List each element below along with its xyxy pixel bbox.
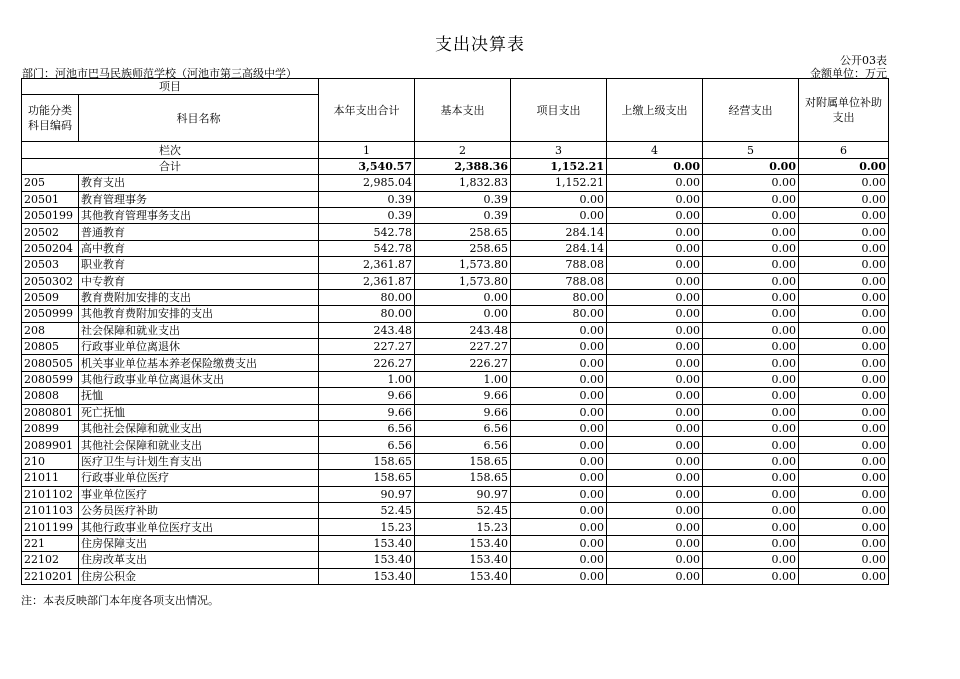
table-row [22,519,889,535]
table-row [22,306,889,322]
header-func-code: 功能分类科目编码 [22,95,79,142]
amount-cell: 1.00 [319,371,415,387]
amount-cell: 0.00 [607,322,703,338]
amount-cell: 0.00 [799,175,889,191]
amount-cell: 90.97 [319,486,415,502]
amount-cell: 542.78 [319,240,415,256]
amount-cell: 0.00 [703,339,799,355]
amount-cell: 6.56 [319,437,415,453]
func-code: 2050302 [22,273,79,289]
func-code: 2080505 [22,355,79,371]
subject-name: 其他行政事业单位医疗支出 [79,519,319,535]
amount-cell: 0.00 [799,502,889,518]
func-code: 20805 [22,339,79,355]
amount-cell: 0.00 [799,552,889,568]
amount-cell: 9.66 [319,404,415,420]
amount-cell: 0.00 [799,240,889,256]
amount-cell: 0.00 [511,437,607,453]
header-item: 项目 [22,79,319,95]
amount-cell: 0.00 [703,486,799,502]
amount-cell: 2,361.87 [319,257,415,273]
amount-cell: 9.66 [415,404,511,420]
header-row-item [22,79,889,95]
expenditure-table [21,78,889,585]
subject-name: 住房保障支出 [79,535,319,551]
func-code: 20509 [22,289,79,305]
seq-label: 栏次 [22,142,319,158]
header-col-operating: 经营支出 [703,79,799,142]
amount-cell: 243.48 [319,322,415,338]
subject-name: 普通教育 [79,224,319,240]
total-value: 0.00 [607,158,703,174]
amount-cell: 0.00 [703,240,799,256]
table-row [22,224,889,240]
amount-cell: 0.00 [607,453,703,469]
department-label: 部门：河池市巴马民族师范学校（河池市第三高级中学） [22,67,297,80]
amount-cell: 0.00 [607,355,703,371]
header-subject-name: 科目名称 [79,95,319,142]
amount-cell: 15.23 [319,519,415,535]
amount-cell: 0.00 [799,568,889,584]
subject-name: 事业单位医疗 [79,486,319,502]
amount-cell: 0.00 [799,355,889,371]
func-code: 20808 [22,388,79,404]
amount-cell: 0.00 [799,470,889,486]
amount-cell: 0.00 [607,568,703,584]
subject-name: 中专教育 [79,273,319,289]
amount-cell: 0.00 [607,371,703,387]
total-value: 1,152.21 [511,158,607,174]
amount-cell: 1,832.83 [415,175,511,191]
func-code: 205 [22,175,79,191]
amount-cell: 80.00 [511,306,607,322]
amount-cell: 2,361.87 [319,273,415,289]
amount-cell: 0.00 [607,486,703,502]
total-value: 0.00 [703,158,799,174]
subject-name: 教育费附加安排的支出 [79,289,319,305]
amount-cell: 0.00 [607,191,703,207]
amount-cell: 0.00 [607,470,703,486]
amount-cell: 0.00 [511,421,607,437]
amount-cell: 0.00 [607,306,703,322]
report-title: 支出决算表 [435,35,525,55]
amount-cell: 227.27 [415,339,511,355]
total-value: 2,388.36 [415,158,511,174]
header-col-remit: 上缴上级支出 [607,79,703,142]
table-row [22,289,889,305]
seq-col: 5 [703,142,799,158]
amount-cell: 153.40 [415,535,511,551]
amount-cell: 226.27 [415,355,511,371]
func-code: 2050204 [22,240,79,256]
amount-cell: 0.00 [607,421,703,437]
amount-cell: 0.00 [703,289,799,305]
amount-cell: 9.66 [319,388,415,404]
amount-cell: 0.39 [319,191,415,207]
amount-cell: 158.65 [415,470,511,486]
amount-cell: 0.00 [511,568,607,584]
amount-cell: 0.00 [607,437,703,453]
table-row [22,453,889,469]
amount-cell: 258.65 [415,224,511,240]
amount-cell: 0.00 [799,191,889,207]
amount-cell: 0.00 [799,306,889,322]
amount-cell: 0.00 [703,322,799,338]
amount-cell: 0.00 [511,322,607,338]
table-row [22,470,889,486]
func-code: 2050199 [22,207,79,223]
total-value: 3,540.57 [319,158,415,174]
seq-row [22,142,889,158]
header-col-total: 本年支出合计 [319,79,415,142]
func-code: 20501 [22,191,79,207]
amount-cell: 0.00 [799,207,889,223]
amount-cell: 52.45 [319,502,415,518]
func-code: 2050999 [22,306,79,322]
amount-cell: 0.00 [799,404,889,420]
amount-cell: 90.97 [415,486,511,502]
func-code: 20503 [22,257,79,273]
amount-cell: 1,573.80 [415,257,511,273]
amount-cell: 0.00 [511,404,607,420]
amount-cell: 0.00 [607,502,703,518]
amount-cell: 0.00 [799,289,889,305]
amount-cell: 0.00 [703,273,799,289]
func-code: 2101103 [22,502,79,518]
amount-cell: 0.00 [511,535,607,551]
amount-cell: 0.00 [703,552,799,568]
amount-cell: 153.40 [319,535,415,551]
amount-cell: 0.00 [703,306,799,322]
func-code: 2101102 [22,486,79,502]
amount-cell: 0.00 [511,355,607,371]
amount-cell: 0.00 [703,437,799,453]
amount-cell: 0.00 [511,486,607,502]
amount-cell: 0.00 [511,453,607,469]
table-row [22,535,889,551]
subject-name: 住房公积金 [79,568,319,584]
func-code: 2080801 [22,404,79,420]
amount-cell: 0.00 [703,355,799,371]
table-row [22,207,889,223]
amount-cell: 0.00 [799,486,889,502]
func-code: 2101199 [22,519,79,535]
amount-cell: 153.40 [319,552,415,568]
amount-cell: 80.00 [319,306,415,322]
amount-cell: 0.00 [799,535,889,551]
amount-cell: 0.00 [703,453,799,469]
amount-cell: 0.00 [799,224,889,240]
seq-col: 3 [511,142,607,158]
func-code: 21011 [22,470,79,486]
amount-cell: 0.00 [511,339,607,355]
amount-cell: 6.56 [319,421,415,437]
amount-cell: 1,152.21 [511,175,607,191]
subject-name: 社会保障和就业支出 [79,322,319,338]
amount-cell: 0.00 [607,339,703,355]
func-code: 208 [22,322,79,338]
subject-name: 其他教育管理事务支出 [79,207,319,223]
amount-cell: 788.08 [511,273,607,289]
func-code: 22102 [22,552,79,568]
amount-cell: 0.00 [703,404,799,420]
seq-col: 6 [799,142,889,158]
amount-cell: 0.00 [703,535,799,551]
func-code: 20502 [22,224,79,240]
subject-name: 其他社会保障和就业支出 [79,437,319,453]
amount-cell: 0.00 [511,552,607,568]
amount-cell: 0.00 [703,470,799,486]
amount-cell: 227.27 [319,339,415,355]
amount-cell: 1,573.80 [415,273,511,289]
amount-cell: 284.14 [511,240,607,256]
subject-name: 高中教育 [79,240,319,256]
amount-cell: 0.00 [607,273,703,289]
amount-cell: 0.00 [607,207,703,223]
header-col-subsidy: 对附属单位补助支出 [799,79,889,142]
amount-cell: 0.00 [799,322,889,338]
amount-cell: 542.78 [319,224,415,240]
seq-col: 1 [319,142,415,158]
subject-name: 公务员医疗补助 [79,502,319,518]
amount-cell: 0.00 [703,421,799,437]
amount-cell: 0.00 [511,191,607,207]
amount-cell: 80.00 [511,289,607,305]
amount-cell: 0.00 [703,191,799,207]
table-row [22,322,889,338]
subject-name: 行政事业单位医疗 [79,470,319,486]
table-row [22,339,889,355]
amount-cell: 15.23 [415,519,511,535]
amount-cell: 0.00 [799,273,889,289]
amount-cell: 80.00 [319,289,415,305]
subject-name: 死亡抚恤 [79,404,319,420]
amount-cell: 0.00 [799,339,889,355]
amount-cell: 0.00 [511,519,607,535]
subject-name: 职业教育 [79,257,319,273]
amount-cell: 0.00 [511,207,607,223]
func-code: 221 [22,535,79,551]
amount-cell: 0.00 [799,371,889,387]
amount-cell: 0.00 [799,257,889,273]
amount-cell: 0.00 [703,175,799,191]
func-code: 2089901 [22,437,79,453]
table-row [22,421,889,437]
amount-cell: 158.65 [415,453,511,469]
seq-col: 4 [607,142,703,158]
amount-cell: 0.00 [415,289,511,305]
amount-cell: 0.00 [799,437,889,453]
amount-cell: 0.00 [799,421,889,437]
table-row [22,552,889,568]
amount-cell: 0.00 [607,535,703,551]
table-row [22,191,889,207]
total-row [22,158,889,174]
subject-name: 教育管理事务 [79,191,319,207]
func-code: 210 [22,453,79,469]
amount-cell: 153.40 [415,552,511,568]
amount-cell: 0.00 [607,519,703,535]
table-row [22,371,889,387]
amount-cell: 0.00 [703,257,799,273]
table-row [22,355,889,371]
amount-cell: 0.00 [607,224,703,240]
subject-name: 机关事业单位基本养老保险缴费支出 [79,355,319,371]
amount-cell: 158.65 [319,470,415,486]
subject-name: 其他教育费附加安排的支出 [79,306,319,322]
func-code: 2080599 [22,371,79,387]
amount-cell: 0.00 [607,289,703,305]
amount-cell: 153.40 [319,568,415,584]
amount-cell: 788.08 [511,257,607,273]
amount-cell: 284.14 [511,224,607,240]
header-col-basic: 基本支出 [415,79,511,142]
subject-name: 其他行政事业单位离退休支出 [79,371,319,387]
subject-name: 行政事业单位离退休 [79,339,319,355]
amount-cell: 0.00 [703,224,799,240]
amount-cell: 0.00 [703,502,799,518]
amount-cell: 258.65 [415,240,511,256]
amount-cell: 158.65 [319,453,415,469]
amount-cell: 0.00 [703,388,799,404]
seq-col: 2 [415,142,511,158]
amount-cell: 0.00 [511,470,607,486]
unit-label: 金额单位：万元 [810,67,887,80]
amount-cell: 0.00 [799,453,889,469]
table-row [22,388,889,404]
func-code: 20899 [22,421,79,437]
amount-cell: 153.40 [415,568,511,584]
func-code: 2210201 [22,568,79,584]
amount-cell: 0.00 [415,306,511,322]
amount-cell: 0.39 [415,191,511,207]
header-col-project: 项目支出 [511,79,607,142]
table-row [22,404,889,420]
footnote: 注：本表反映部门本年度各项支出情况。 [21,594,219,607]
amount-cell: 0.00 [511,502,607,518]
amount-cell: 0.00 [703,207,799,223]
amount-cell: 0.00 [607,388,703,404]
amount-cell: 0.00 [511,388,607,404]
amount-cell: 243.48 [415,322,511,338]
amount-cell: 9.66 [415,388,511,404]
amount-cell: 52.45 [415,502,511,518]
amount-cell: 0.00 [703,519,799,535]
amount-cell: 226.27 [319,355,415,371]
table-row [22,437,889,453]
amount-cell: 0.39 [415,207,511,223]
amount-cell: 0.00 [799,519,889,535]
amount-cell: 0.00 [607,175,703,191]
amount-cell: 0.00 [799,388,889,404]
table-row [22,486,889,502]
amount-cell: 6.56 [415,437,511,453]
amount-cell: 2,985.04 [319,175,415,191]
amount-cell: 1.00 [415,371,511,387]
subject-name: 其他社会保障和就业支出 [79,421,319,437]
total-value: 0.00 [799,158,889,174]
amount-cell: 0.00 [703,568,799,584]
amount-cell: 0.00 [511,371,607,387]
table-row [22,175,889,191]
amount-cell: 6.56 [415,421,511,437]
amount-cell: 0.00 [703,371,799,387]
subject-name: 医疗卫生与计划生育支出 [79,453,319,469]
subject-name: 教育支出 [79,175,319,191]
amount-cell: 0.00 [607,257,703,273]
table-row [22,240,889,256]
subject-name: 住房改革支出 [79,552,319,568]
amount-cell: 0.00 [607,404,703,420]
form-code: 公开03表 [840,54,887,67]
total-label: 合计 [22,158,319,174]
amount-cell: 0.00 [607,552,703,568]
table-row [22,502,889,518]
table-row [22,257,889,273]
subject-name: 抚恤 [79,388,319,404]
amount-cell: 0.00 [607,240,703,256]
table-row [22,273,889,289]
amount-cell: 0.39 [319,207,415,223]
table-row [22,568,889,584]
